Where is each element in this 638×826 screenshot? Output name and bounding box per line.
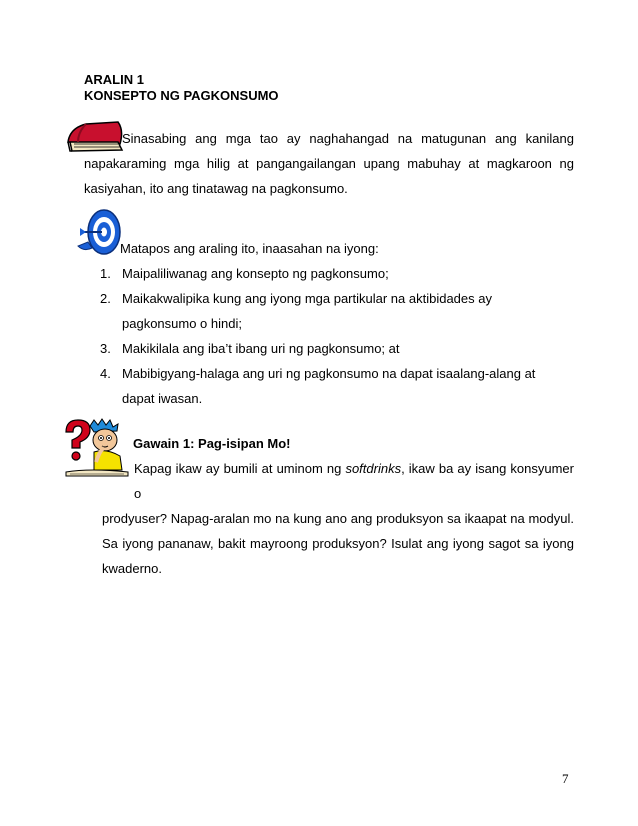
activity-line-4: kwaderno.: [102, 561, 162, 576]
objective-item: 3. Makikilala ang iba’t ibang uri ng pagkonsumo; at: [100, 341, 400, 356]
activity-line-1: Kapag ikaw ay bumili at uminom ng softdrinks, ikaw ba ay isang konsyumer o: [134, 461, 574, 501]
activity-title: Gawain 1: Pag-isipan Mo!: [133, 436, 291, 451]
page-number: 7: [562, 771, 569, 786]
activity-paragraph: [102, 456, 574, 581]
lesson-header: [84, 72, 279, 104]
objectives-list: [100, 261, 570, 411]
intro-line-2: napakaraming mga hilig at pangangailangan upang mabuhay at magkaroon ng: [84, 156, 574, 171]
objective-item: 2. Maikakwalipika kung ang iyong mga partikular na aktibidades ay pagkonsumo o hindi;: [100, 291, 492, 331]
activity-line-2: prodyuser? Napag-aralan mo na kung ano ang produksyon sa ikaapat na modyul.: [102, 511, 574, 526]
intro-line-3: kasiyahan, ito ang tinatawag na pagkonsumo.: [84, 181, 348, 196]
target-icon: [76, 208, 122, 258]
lesson-number: ARALIN 1: [84, 72, 144, 87]
activity-line-3: Sa iyong pananaw, bakit mayroong produksyon? Isulat ang iyong sagot sa iyong: [102, 536, 574, 551]
intro-line-1: Sinasabing ang mga tao ay naghahangad na matugunan ang kanilang: [122, 131, 574, 146]
objectives-intro: Matapos ang araling ito, inaasahan na iyong:: [120, 241, 379, 256]
objective-item: 4. Mabibigyang-halaga ang uri ng pagkonsumo na dapat isaalang-alang at dapat iwasan.: [100, 366, 536, 406]
lesson-title: KONSEPTO NG PAGKONSUMO: [84, 88, 279, 103]
objective-item: 1. Maipaliliwanag ang konsepto ng pagkonsumo;: [100, 266, 389, 281]
intro-paragraph: [84, 126, 574, 201]
